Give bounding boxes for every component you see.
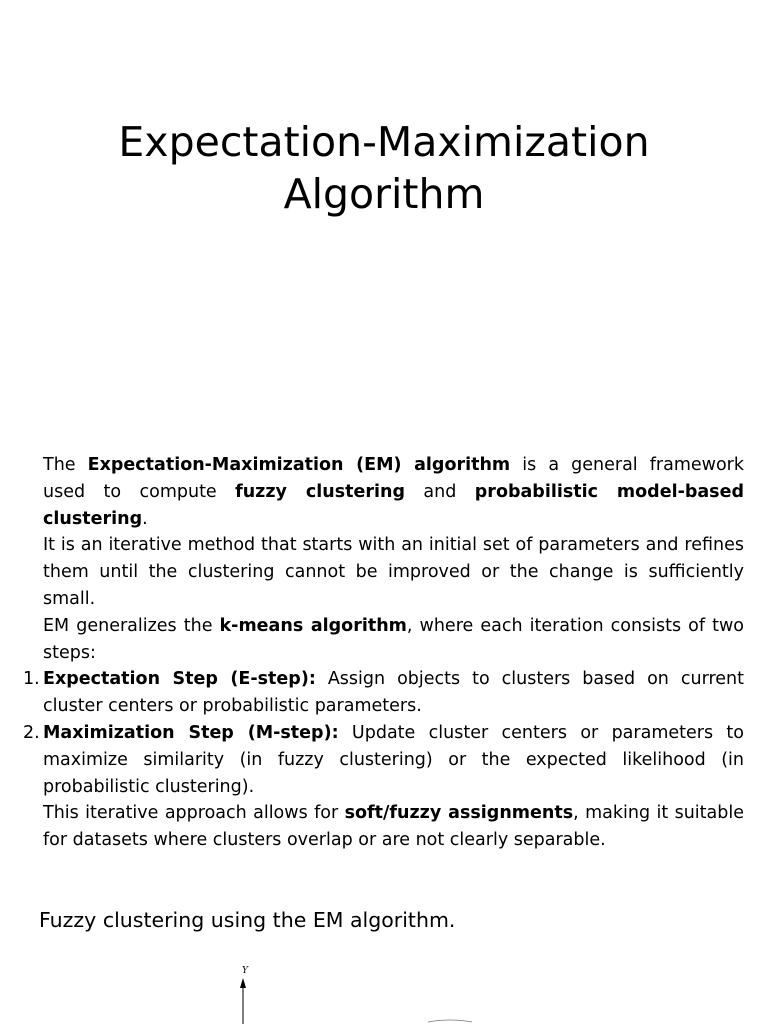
intro-bold-em: Expectation-Maximization (EM) algorithm	[87, 455, 511, 475]
intro-text-4: .	[142, 508, 148, 529]
soft-text-2: , making it suitable for datasets where clusters overlap or are not clearly separable.	[43, 803, 744, 851]
y-axis-label: Y	[242, 966, 248, 976]
slide-title	[0, 116, 768, 220]
intro-bold-fuzzy: fuzzy clustering	[235, 481, 406, 502]
body-text	[23, 452, 745, 854]
step-1-text: Assign objects to clusters based on current cluster centers or probabilistic parameters.	[43, 669, 744, 717]
intro-text-3: and	[405, 481, 475, 502]
figure-caption: Fuzzy clustering using the EM algorithm.	[39, 908, 456, 932]
step-2-text: Update cluster centers or parameters to maximize similarity (in fuzzy clustering) or the expected likelihood (in probabilistic clustering).	[43, 722, 745, 797]
y-axis-arrowhead	[240, 978, 246, 988]
intro-bold-probabilistic: probabilistic model-based clustering	[43, 481, 744, 529]
slide-title-line-2: Algorithm	[283, 170, 485, 218]
slide-title-line-1: Expectation-Maximization	[118, 118, 650, 166]
step-1-label: Expectation Step (E-step):	[43, 669, 316, 690]
intro-text-2: is a general framework used to compute	[43, 455, 744, 502]
soft-text-1: This iterative approach allows for	[43, 803, 345, 824]
generalizes-text-2: , where each iteration consists of two steps:	[43, 615, 745, 663]
cluster-boundary-hint	[428, 1020, 472, 1022]
iterative-paragraph: It is an iterative method that starts with an initial set of parameters and refines them until the clustering cannot be improved or the change is sufficiently small.	[43, 535, 744, 609]
generalizes-text-1: EM generalizes the	[43, 615, 220, 636]
step-2-item	[23, 720, 745, 800]
step-1-item	[23, 666, 744, 720]
soft-bold-assignments: soft/fuzzy assignments	[344, 803, 574, 824]
step-1-marker: 1.	[23, 669, 40, 690]
generalizes-paragraph	[43, 613, 744, 667]
fuzzy-clustering-figure	[200, 960, 520, 1024]
intro-text-1: The	[43, 455, 88, 475]
soft-assignments-paragraph	[43, 800, 744, 854]
step-2-marker: 2.	[23, 722, 40, 743]
generalizes-bold-kmeans: k-means algorithm	[219, 615, 407, 636]
intro-paragraph	[43, 452, 744, 532]
step-2-label: Maximization Step (M-step):	[43, 722, 339, 743]
